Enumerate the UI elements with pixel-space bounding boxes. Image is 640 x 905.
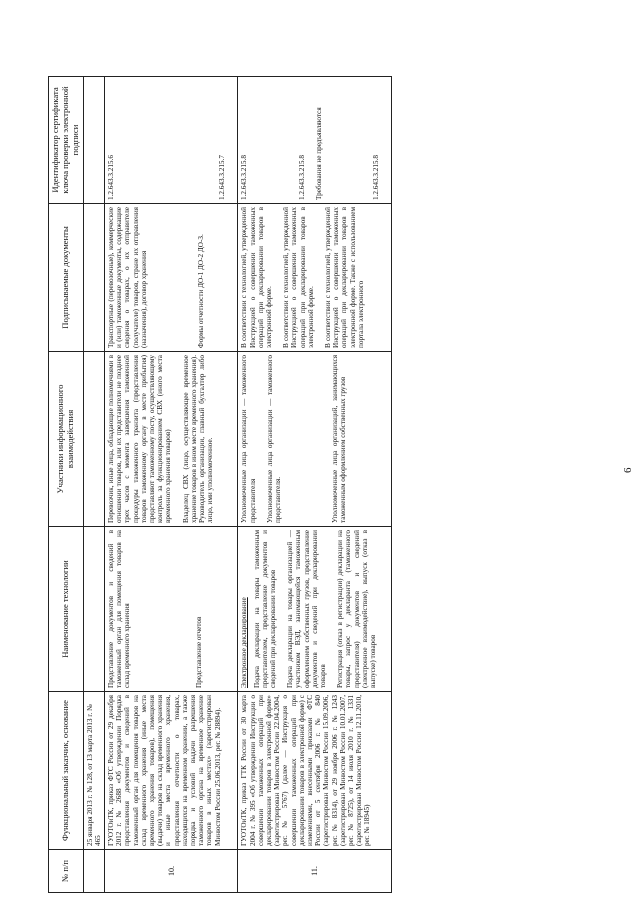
technology-item: Представление отчетов [194,616,203,688]
certificate-note: Требования не предъявляются [314,107,323,200]
certificate-id: 1.2.643.3.215.8 [372,155,381,200]
cell-empty [83,204,104,352]
participant-item: Владелец СВХ (лицо, осуществляющее временное хранение товаров в ином месте временного хранения). Руководитель организации, главный бухгалтер либо лицо, ими уполномоченное. [181,355,215,523]
header-number: № п/п [49,850,84,893]
header-customer: Функциональный заказчик, основание [49,692,84,850]
header-documents: Подписываемые документы [49,204,84,352]
cell-basis: ГУОТОиТК, приказ ФТС России от 29 декабря 2012 г. № 2688 «Об утверждении Порядка представления документов и сведений в таможенный орган для помещения товаров на склад временного хранения (иные места временного хранения товаров), помещения (выдачи) товаров на склад временного хранения и иные места временного хранения, представления отчетности о товарах, находящихся на временном хранении, а также порядка и условий выдачи разрешения таможенного органа на временное хранение товаров в иных местах» (зарегистрирован Минюстом России 25.06.2013, рег. № 28894). [105,692,238,850]
table-row-continuation [83,77,104,893]
technology-table [48,76,392,893]
row-number: 10. [105,850,238,893]
table-header-row [49,77,84,893]
document-item: Транспортные (перевозочные), коммерческие и (или) таможенные документы, содержащие сведения о товарах, о их отправителе (получателе) товаров, стране их отправления (назначения), договор хранения [107,207,148,348]
cell-empty [83,527,104,692]
table-row-10 [105,77,238,893]
cell-basis: ГУОТОиТК, приказ ГТК России от 30 марта 2004 г. № 395 «Об утверждении Инструкции о совершении таможенных операций при декларировании товаров в электронной форме» (зарегистрирован Минюстом России 22.04.2004, рег. № 5767) (далее — Инструкция о совершении таможенных операций при декларировании товаров в электронной форме) с изменениями, внесенными приказами ФТС России от 5 сентября 2006 г. № 840 (зарегистрирован Минюстом России 15.09.2006, рег. № 8314), от 29 ноября 2006 г. № 1243 (зарегистрирован Минюстом России 10.01.2007, рег. № 8725), от 14 июля 2010 г. № 1331 (зарегистрирован Минюстом России 12.11.2010, рег. № 18945) [238,692,392,850]
cell-participants [238,352,392,527]
cell-documents [105,204,238,352]
row-number: 11. [238,850,392,893]
technology-item: Подача декларации на товары таможенным представителем, представление документов и сведений при декларировании товаров [252,530,278,688]
document-item: Формы отчетности ДО-1 ДО-2 ДО-3. [197,234,206,348]
document-item: В соответствии с технологией, утвержденной Инструкцией о совершении таможенных операций при декларировании товаров в электронной форме. [282,207,315,348]
cell-certificate-id [105,77,238,204]
certificate-id: 1.2.643.3.215.8 [240,155,249,200]
document-item: В соответствии с технологией, утвержденной Инструкцией о совершении таможенных операций при декларировании товаров в электронной форме. Также с использованием портала электронного [324,207,365,348]
cell-certificate-id [238,77,392,204]
participant-item: Перевозчик, иные лица, обладающие полномочиями в отношении товаров, или их представители не позднее трех часов с момента завершения таможенной процедуры таможенного транзита (представления товаров таможенному органу в месте прибытия) представляют таможенному посту, осуществляющему контроль за функционированием СВХ (иного места временного хранения товаров) [107,355,173,523]
technology-item: Представление документов и сведений в таможенный орган для помещения товаров на склад временного хранения [107,530,132,688]
certificate-id: 1.2.643.3.215.8 [297,155,306,200]
header-certificate-id: Идентификатор сертификата ключа проверки электронной подписи [49,77,84,204]
cell-technology [238,527,392,692]
participant-item: Уполномоченные лица организации — таможенного представителя [240,355,257,523]
cell-documents [238,204,392,352]
table-row-11 [238,77,392,893]
certificate-id: 1.2.643.3.215.7 [218,155,227,200]
cell-empty [83,850,104,893]
participant-item: Уполномоченные лица организации — таможенного представителя. [265,355,283,523]
technology-group-title: Электронное декларирование [240,597,249,688]
cell-participants [105,352,238,527]
technology-item: Регистрация (отказ в регистрации) декларации на товары, запрос у декларанта (таможенного представителя) документов и сведений (электронное взаимодействие), выпуск (отказ в выпуске) товаров [336,530,378,688]
document-item: В соответствии с технологией, утвержденной Инструкцией о совершении таможенных операций при декларировании товаров в электронной форме. [240,207,274,348]
cell-empty [83,352,104,527]
header-technology: Наименование технологии [49,527,84,692]
technology-item: Подача декларации на товары организацией — участником ВЭД, занимающейся таможенным оформлением собственных грузов, представление документов и сведений при декларировании товаров [286,530,328,688]
page-number: 6 [622,467,634,473]
header-participants: Участники информационного взаимодействия [49,352,84,527]
participant-item: Уполномоченные лица организаций, занимающихся таможенным оформлением собственных грузов [331,355,348,523]
cell-basis: 25 января 2013 г. № 128, от 13 марта 2013 г. № 465 [83,692,104,850]
cell-empty [83,77,104,204]
cell-technology [105,527,238,692]
certificate-id: 1.2.643.3.215.6 [107,155,116,200]
